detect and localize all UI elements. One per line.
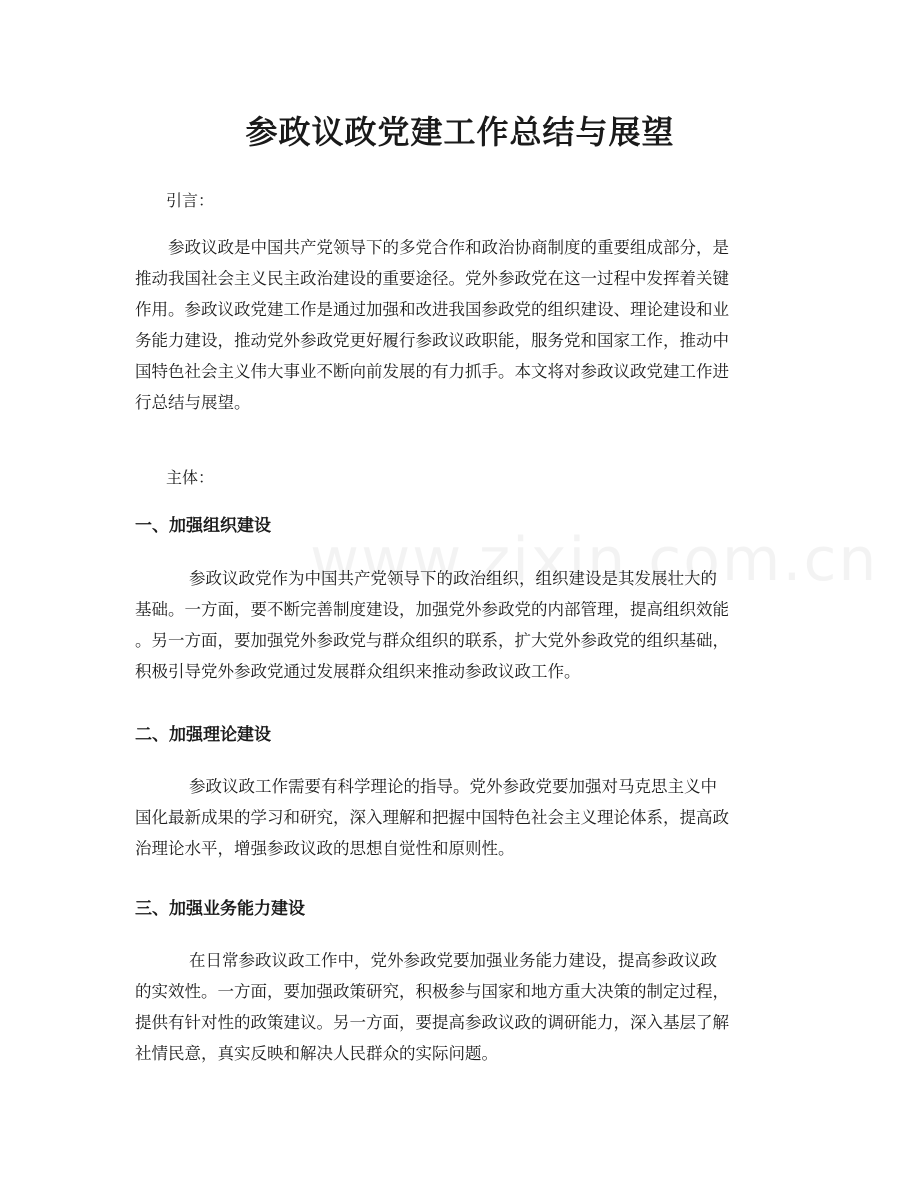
section-heading-organization: 一、加强组织建设 bbox=[135, 516, 271, 536]
paragraph-line: 基础。一方面，要不断完善制度建设，加强党外参政党的内部管理，提高组织效能 bbox=[135, 600, 729, 619]
paragraph-line: 国化最新成果的学习和研究，深入理解和把握中国特色社会主义理论体系，提高政 bbox=[135, 808, 729, 827]
paragraph-line: 作用。参政议政党建工作是通过加强和改进我国参政党的组织建设、理论建设和业 bbox=[135, 300, 729, 319]
paragraph-line: 参政议政是中国共产党领导下的多党合作和政治协商制度的重要组成部分，是 bbox=[168, 238, 729, 257]
paragraph-line: 国特色社会主义伟大事业不断向前发展的有力抓手。本文将对参政议政党建工作进 bbox=[135, 362, 729, 381]
paragraph-line: 治理论水平，增强参政议政的思想自觉性和原则性。 bbox=[135, 839, 515, 858]
paragraph-line: 积极引导党外参政党通过发展群众组织来推动参政议政工作。 bbox=[135, 662, 581, 681]
intro-label: 引言： bbox=[166, 191, 215, 210]
paragraph-line: 行总结与展望。 bbox=[135, 393, 251, 412]
main-label: 主体： bbox=[166, 468, 215, 487]
section-heading-theory: 二、加强理论建设 bbox=[135, 725, 271, 745]
paragraph-line: 参政议政党作为中国共产党领导下的政治组织，组织建设是其发展壮大的 bbox=[189, 569, 717, 588]
paragraph-line: 推动我国社会主义民主政治建设的重要途径。党外参政党在这一过程中发挥着关键 bbox=[135, 269, 729, 288]
paragraph-line: 社情民意，真实反映和解决人民群众的实际问题。 bbox=[135, 1044, 498, 1063]
paragraph-line: 务能力建设，推动党外参政党更好履行参政议政职能，服务党和国家工作，推动中 bbox=[135, 331, 729, 350]
section-heading-capability: 三、加强业务能力建设 bbox=[135, 899, 305, 919]
section-paragraph-organization bbox=[135, 563, 787, 687]
paragraph-line: 提供有针对性的政策建议。另一方面，要提高参政议政的调研能力，深入基层了解 bbox=[135, 1013, 729, 1032]
paragraph-line: 参政议政工作需要有科学理论的指导。党外参政党要加强对马克思主义中 bbox=[189, 777, 717, 796]
paragraph-line: 。另一方面，要加强党外参政党与群众组织的联系，扩大党外参政党的组织基础， bbox=[135, 631, 729, 650]
paragraph-line: 在日常参政议政工作中，党外参政党要加强业务能力建设，提高参政议政 bbox=[189, 951, 717, 970]
page-title: 参政议政党建工作总结与展望 bbox=[245, 113, 675, 151]
section-paragraph-capability bbox=[135, 945, 787, 1069]
paragraph-line: 的实效性。一方面，要加强政策研究，积极参与国家和地方重大决策的制定过程， bbox=[135, 982, 729, 1001]
intro-paragraph bbox=[135, 232, 787, 418]
section-paragraph-theory bbox=[135, 771, 787, 864]
